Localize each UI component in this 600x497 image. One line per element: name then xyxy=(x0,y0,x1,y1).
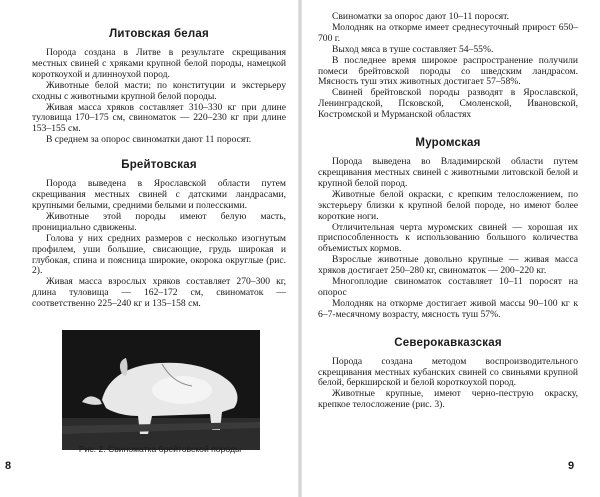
heading-muromskaya: Муромская xyxy=(415,137,481,150)
paragraph: Животные этой породы имеют белую масть, пронициально сдвижены. xyxy=(32,210,286,233)
paragraph: Живая масса хряков составляет 310–330 кг при длине туловища 170–175 см, свиноматок — 220–230 кг при длине 153–155 см. xyxy=(32,101,286,135)
paragraph: Порода создана в Литве в результате скрещивания местных свиней с хряками крупной белой породы, намецкой короткоухой и длинноухой пород. xyxy=(32,47,286,80)
paragraph: Выход мяса в туше составляет 54–55%. xyxy=(332,43,494,55)
paragraph: Голова у них средних размеров с несколько изогнутым профилем, уши большие, свисающие, грудь широкая и глубокая, спина и поясница широкие, окорока округлые (рис. 2). xyxy=(32,232,286,277)
paragraph: Взрослые животные довольно крупные — живая масса хряков достигает 250–280 кг, свиноматок — 200–220 кг. xyxy=(318,254,578,277)
paragraph: Животные белой окраски, с крепким телосложением, по экстерьеру близки к крупной белой породе, но имеют более короткие ноги. xyxy=(318,188,578,222)
paragraph: Порода выведена во Владимирской области путем скрещивания местных свиней с животными литовской белой и крупной белой пород. xyxy=(318,156,578,189)
paragraph: Животные крупные, имеют черно-пеструю окраску, крепкое телосложение (рис. 3). xyxy=(318,388,578,411)
right-page xyxy=(300,0,600,497)
page-number-right: 9 xyxy=(568,460,575,472)
paragraph: Живая масса взрослых хряков составляет 270–300 кг, длина туловища — 162–172 см, свиноматок — соответственно 225–240 кг и 135–158 см. xyxy=(32,276,286,310)
paragraph: Молодняк на откорме имеет среднесуточный прирост 650–700 г. xyxy=(318,21,578,44)
heading-severokavkazskaya: Северокавказская xyxy=(394,336,502,349)
heading-breitovskaya: Брейтовская xyxy=(121,159,197,172)
paragraph: В среднем за опорос свиноматки дают 11 поросят. xyxy=(46,134,252,146)
heading-lithuanian-white: Литовская белая xyxy=(109,28,209,40)
paragraph: Отличительная черта муромских свиней — хорошая их приспособленность к использованию большого количества объемистых кормов. xyxy=(318,221,578,255)
sow-photo xyxy=(62,330,260,450)
paragraph: Молодняк на откорме достигает живой массы 90–100 кг к 6–7-месячному возрасту, мясность туш 57%. xyxy=(318,297,578,320)
paragraph: Порода создана методом воспроизводительного скрещивания местных кубанских свиней со свиньями крупной белой, беркширской и белой короткоухой пород. xyxy=(318,355,578,389)
figure-caption: Рис. 2. Свиноматка брейтовской породы xyxy=(78,444,242,454)
paragraph: Животные белой масти; по конституции и экстерьеру сходны с животными крупной белой породы. xyxy=(32,79,286,102)
paragraph: Многоплодие свиноматок составляет 10–11 поросят на опорос xyxy=(318,276,578,298)
paragraph: Свиноматки за опорос дают 10–11 поросят. xyxy=(332,11,509,22)
paragraph: Свиней брейтовской породы разводят в Ярославской, Ленинградской, Псковской, Смоленской, Ивановской, Костромской и Мурманской областях xyxy=(318,87,578,121)
page-number-left: 8 xyxy=(5,460,12,472)
paragraph: В последнее время широкое распространение получили помеси брейтовской породы со шведским ландрасом. Мясность туш этих животных достигает 57–58%. xyxy=(318,54,578,88)
paragraph: Порода выведена в Ярославской области путем скрещивания местных свиней с датскими ландрасами, крупными белыми, средними белыми и полесскими. xyxy=(32,178,286,211)
